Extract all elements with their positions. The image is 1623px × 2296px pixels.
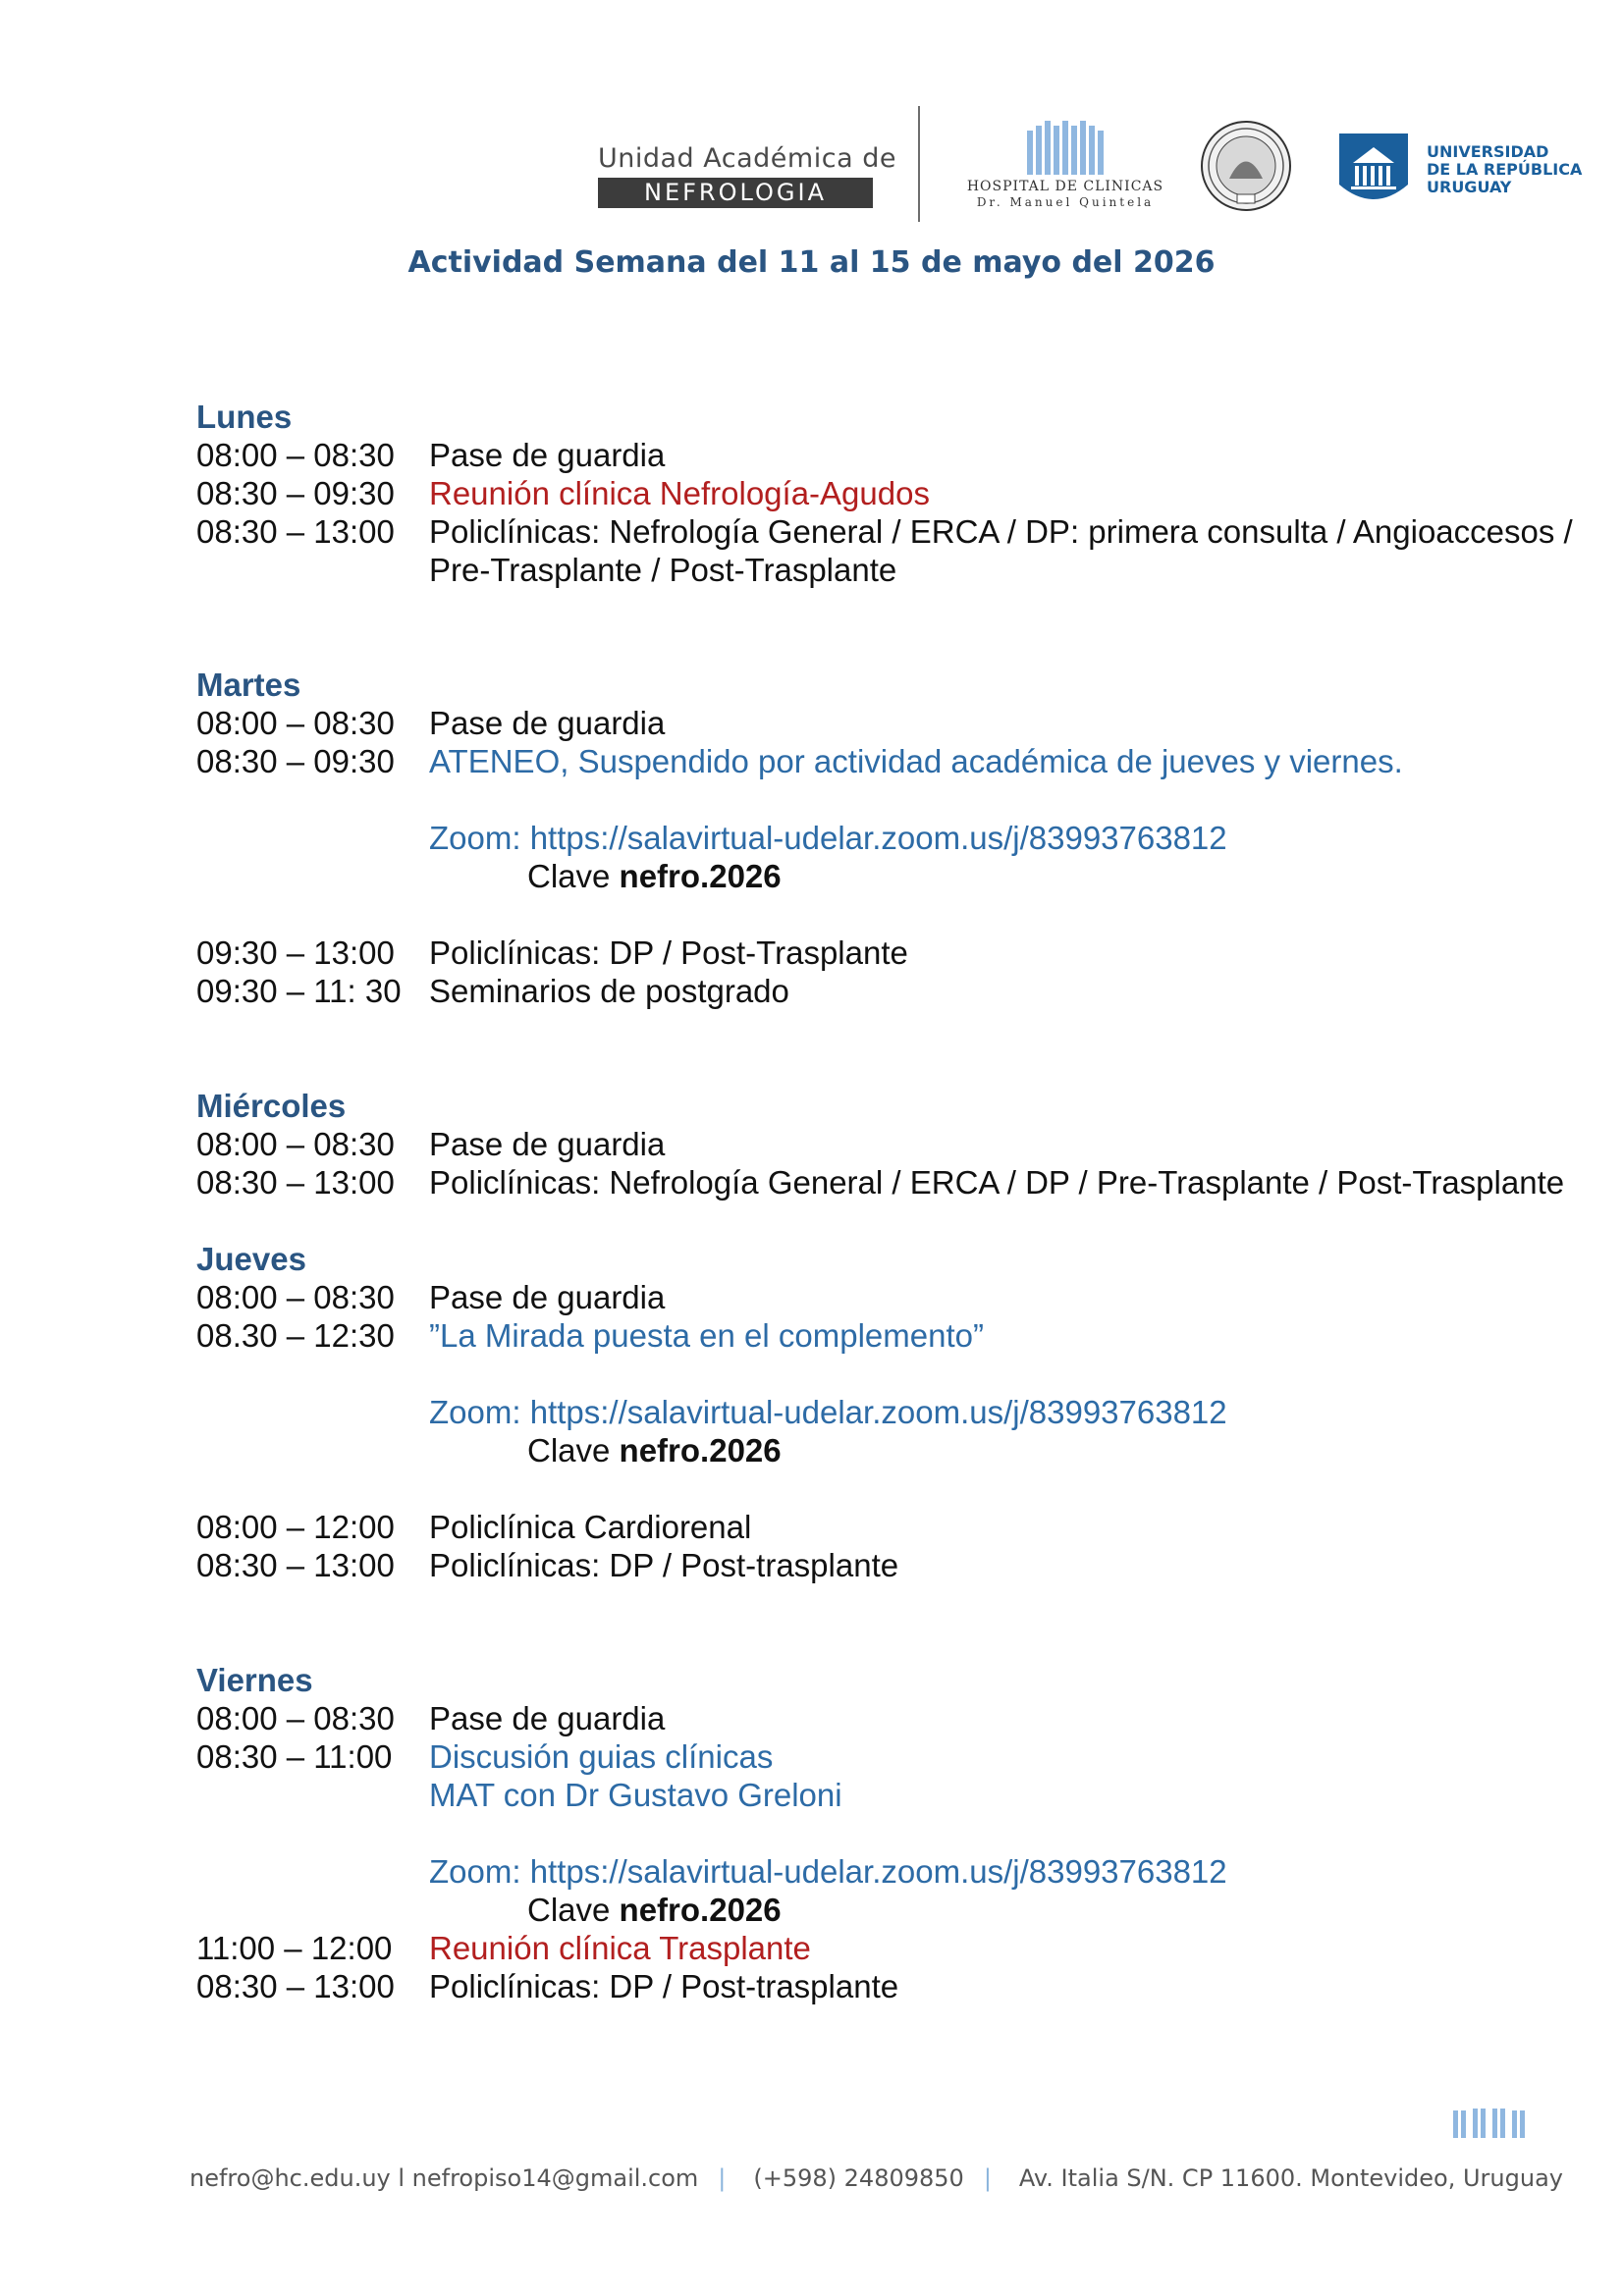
- activity: Discusión guias clínicas: [429, 1738, 774, 1775]
- schedule-row: [196, 436, 1551, 474]
- activity: Policlínica Cardiorenal: [429, 1509, 752, 1545]
- time-slot: 09:30 – 11: 30: [196, 973, 402, 1009]
- document-title: Actividad Semana del 11 al 15 de mayo del 2026: [407, 245, 1216, 280]
- activity: Policlínicas: DP / Post-Trasplante: [429, 934, 908, 971]
- time-slot: 08:00 – 08:30: [196, 1126, 395, 1162]
- schedule-row-continuation: [196, 1776, 1551, 1814]
- key-row: [196, 857, 1551, 895]
- schedule-row: [196, 512, 1573, 551]
- university-logo-icon: [1339, 133, 1408, 208]
- zoom-row: [196, 1852, 1551, 1891]
- zoom-row: [196, 1393, 1551, 1431]
- schedule-row: [196, 1546, 1551, 1584]
- schedule-row: [196, 1508, 1551, 1546]
- footer-separator: |: [718, 2164, 727, 2192]
- zoom-row: [196, 819, 1551, 857]
- activity: Reunión clínica Nefrología-Agudos: [429, 475, 930, 511]
- schedule-row: [196, 1929, 1551, 1967]
- footer-separator: |: [983, 2164, 992, 2192]
- activity: Policlínicas: DP / Post-trasplante: [429, 1968, 899, 2004]
- activity: Pase de guardia: [429, 705, 666, 741]
- unit-department: NEFROLOGIA: [598, 178, 873, 208]
- schedule-row: [196, 934, 1551, 972]
- meeting-key: [429, 1891, 1551, 1929]
- day-heading-lunes: Lunes: [196, 399, 293, 435]
- key-label: Clave: [527, 858, 611, 894]
- time-slot: 08:30 – 13:00: [196, 1164, 395, 1201]
- schedule-row: [196, 704, 1551, 742]
- day-heading-miercoles: Miércoles: [196, 1088, 347, 1124]
- activity: Policlínicas: Nefrología General / ERCA / DP / Pre-Trasplante / Post-Trasplante: [429, 1164, 1565, 1201]
- time-slot: 08:00 – 08:30: [196, 437, 395, 473]
- footer-bars-icon: [1453, 2109, 1532, 2138]
- schedule-row: [196, 1278, 1551, 1316]
- day-heading-viernes: Viernes: [196, 1662, 313, 1698]
- footer-email[interactable]: nefro@hc.edu.uy l nefropiso14@gmail.com: [189, 2164, 699, 2192]
- activity: Seminarios de postgrado: [429, 973, 789, 1009]
- schedule-row: [196, 1163, 1565, 1201]
- activity: Pase de guardia: [429, 1279, 666, 1315]
- footer-phone[interactable]: (+598) 24809850: [753, 2164, 964, 2192]
- schedule-row: [196, 742, 1551, 780]
- schedule-row: [196, 1699, 1551, 1737]
- time-slot: 08:30 – 13:00: [196, 1968, 395, 2004]
- zoom-link[interactable]: Zoom: https://salavirtual-udelar.zoom.us/j/83993763812: [429, 820, 1227, 856]
- activity: Pase de guardia: [429, 1700, 666, 1736]
- zoom-link[interactable]: Zoom: https://salavirtual-udelar.zoom.us/j/83993763812: [429, 1853, 1227, 1890]
- weekly-schedule: [196, 398, 1573, 2005]
- hospital-name: HOSPITAL DE CLINICAS: [966, 179, 1164, 194]
- faculty-seal-icon: [1200, 120, 1292, 212]
- schedule-row: [196, 1316, 1551, 1355]
- schedule-row-continuation: [196, 551, 1551, 589]
- meeting-key: [429, 857, 1551, 895]
- activity-continued: MAT con Dr Gustavo Greloni: [429, 1777, 842, 1813]
- key-value: nefro.2026: [619, 858, 782, 894]
- hospital-logo: [957, 118, 1173, 216]
- time-slot: 11:00 – 12:00: [196, 1930, 393, 1966]
- day-heading-martes: Martes: [196, 667, 301, 703]
- time-slot: 09:30 – 13:00: [196, 934, 395, 971]
- footer-contact: [182, 2164, 1563, 2192]
- key-value: nefro.2026: [619, 1432, 782, 1468]
- unit-logo: [598, 143, 896, 208]
- activity: ”La Mirada puesta en el complemento”: [429, 1317, 984, 1354]
- activity: Pase de guardia: [429, 1126, 666, 1162]
- university-line-2: DE LA REPÚBLICA: [1427, 160, 1583, 179]
- activity: ATENEO, Suspendido por actividad académica de jueves y viernes.: [429, 743, 1403, 779]
- hospital-subtitle: Dr. Manuel Quintela: [976, 195, 1155, 209]
- time-slot: 08:30 – 11:00: [196, 1738, 393, 1775]
- activity-continued: Pre-Trasplante / Post-Trasplante: [429, 552, 897, 588]
- key-value: nefro.2026: [619, 1892, 782, 1928]
- time-slot: 08:30 – 09:30: [196, 743, 395, 779]
- activity: Reunión clínica Trasplante: [429, 1930, 811, 1966]
- hospital-bars-icon: [1027, 121, 1104, 175]
- time-slot: 08:30 – 09:30: [196, 475, 395, 511]
- activity: Pase de guardia: [429, 437, 666, 473]
- university-line-3: URUGUAY: [1427, 178, 1512, 196]
- day-heading-jueves: Jueves: [196, 1241, 306, 1277]
- schedule-row: [196, 972, 1551, 1010]
- time-slot: 08:00 – 08:30: [196, 1279, 395, 1315]
- footer-address: Av. Italia S/N. CP 11600. Montevideo, Uruguay: [1018, 2164, 1563, 2192]
- time-slot: 08:30 – 13:00: [196, 513, 395, 550]
- university-name: [1427, 143, 1582, 196]
- activity: Policlínicas: DP / Post-trasplante: [429, 1547, 899, 1583]
- university-line-1: UNIVERSIDAD: [1427, 142, 1549, 161]
- zoom-link[interactable]: Zoom: https://salavirtual-udelar.zoom.us/j/83993763812: [429, 1394, 1227, 1430]
- key-row: [196, 1431, 1551, 1469]
- time-slot: 08:30 – 13:00: [196, 1547, 395, 1583]
- schedule-row: [196, 1737, 1551, 1776]
- time-slot: 08:00 – 08:30: [196, 705, 395, 741]
- schedule-row: [196, 1125, 1551, 1163]
- header-divider: [918, 106, 920, 222]
- schedule-row: [196, 474, 1551, 512]
- activity: Policlínicas: Nefrología General / ERCA / DP: primera consulta / Angioaccesos /: [429, 513, 1573, 550]
- key-row: [196, 1891, 1551, 1929]
- time-slot: 08:00 – 08:30: [196, 1700, 395, 1736]
- time-slot: 08:00 – 12:00: [196, 1509, 395, 1545]
- time-slot: 08.30 – 12:30: [196, 1317, 395, 1354]
- schedule-row: [196, 1967, 1551, 2005]
- meeting-key: [429, 1431, 1551, 1469]
- unit-title: Unidad Académica de: [598, 143, 896, 174]
- key-label: Clave: [527, 1432, 611, 1468]
- key-label: Clave: [527, 1892, 611, 1928]
